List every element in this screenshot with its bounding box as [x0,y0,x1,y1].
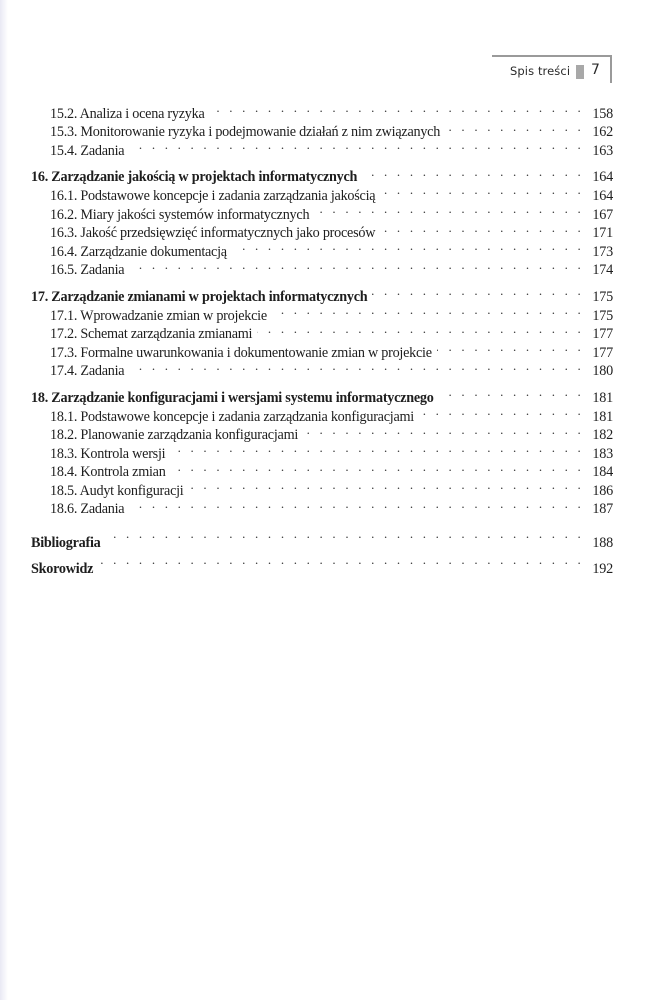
dot-leader [437,338,584,357]
toc-chapter-title: Zarządzanie zmianami w projektach informatycznych [51,288,368,305]
toc-entry-number: 18.6. [50,501,78,518]
toc-chapter-number: 18. [31,389,48,406]
toc-entry-number: 15.2. [50,105,78,122]
toc-chapter-page: 181 [592,389,613,406]
toc-entry-number: 16.5. [50,262,78,279]
toc-entry-page: 182 [592,427,613,444]
dot-leader [303,421,584,440]
toc-entry-number: 17.2. [50,326,78,343]
toc-entry-number: 17.4. [50,363,78,380]
toc-entry-page: 173 [592,243,613,260]
toc-entry-title: Zadania [80,262,125,279]
toc-chapter-title: Zarządzanie konfiguracjami i wersjami systemu informatycznego [51,389,434,406]
toc-chapter-number: 16. [31,169,48,186]
dot-leader [170,439,584,458]
toc-chapter-16 [31,163,613,279]
dot-leader [129,136,584,155]
toc-entry-title: Zadania [80,363,125,380]
toc-entry-number: 16.4. [50,243,78,260]
toc-entry-title: Formalne uwarunkowania i dokumentowanie zmian w projekcie [80,344,432,361]
toc-entry-number: 18.1. [50,408,78,425]
toc-chapter-17 [31,282,613,380]
toc-entry-page: 162 [592,124,613,141]
toc-entry-index[interactable] [31,547,613,578]
toc-backmatter [31,521,613,578]
toc-entry-title: Wprowadzanie zmian w projekcie [80,307,267,324]
dot-leader [439,383,584,402]
header-square-marker-icon [576,65,584,79]
page-number: 7 [591,62,600,78]
toc-entry-bibliography[interactable] [31,521,613,552]
toc-entry-number: 17.3. [50,344,78,361]
toc-entry-number: 16.3. [50,225,78,242]
toc-entry-title: Skorowidz [31,561,94,578]
toc-entry-page: 175 [592,307,613,324]
toc-entry-page: 184 [592,464,613,481]
toc-entry-number: 18.3. [50,445,78,462]
toc-entry-page: 164 [592,187,613,204]
toc-entry-page: 177 [592,326,613,343]
toc-entry-page: 187 [592,501,613,518]
toc-chapter-heading[interactable] [31,383,613,406]
toc-entry-title: Analiza i ocena ryzyka [79,105,205,122]
toc-entry-title: Podstawowe koncepcje i zadania zarządzania jakością [80,187,376,204]
dot-leader [445,118,584,137]
toc-entry-page: 174 [592,262,613,279]
toc-entry-page: 177 [592,344,613,361]
toc-entry-title: Schemat zarządzania zmianami [80,326,253,343]
toc-entry-page: 181 [592,408,613,425]
toc-chapter-15-continued [31,99,613,159]
toc-entry-number: 15.4. [50,142,78,159]
table-of-contents [31,99,613,578]
toc-entry-page: 183 [592,445,613,462]
toc-entry-title: Kontrola wersji [80,445,166,462]
toc-entry-title: Zarządzanie dokumentacją [80,243,227,260]
dot-leader [372,282,584,301]
toc-entry-number: 18.5. [50,482,78,499]
toc-entry-title: Podstawowe koncepcje i zadania zarządzania konfiguracjami [80,408,414,425]
dot-leader [314,200,584,219]
toc-entry-title: Bibliografia [31,535,101,552]
dot-leader [272,301,584,320]
toc-chapter-number: 17. [31,288,48,305]
toc-entry-number: 16.2. [50,206,78,223]
toc-entry-page: 158 [592,105,613,122]
dot-leader [129,357,584,376]
toc-chapter-title: Zarządzanie jakością w projektach informatycznych [51,169,358,186]
dot-leader [171,458,584,477]
toc-entry-title: Miary jakości systemów informatycznych [80,206,310,223]
toc-entry-title: Jakość przedsięwzięć informatycznych jako procesów [80,225,376,242]
toc-entry-number: 16.1. [50,187,78,204]
toc-entry[interactable] [31,99,613,122]
dot-leader [380,181,584,200]
toc-entry-page: 192 [592,561,613,578]
toc-chapter-18 [31,383,613,518]
toc-entry-number: 18.4. [50,464,78,481]
toc-entry-page: 188 [592,535,613,552]
toc-chapter-page: 175 [592,288,613,305]
toc-entry-number: 15.3. [50,124,78,141]
dot-leader [419,402,584,421]
dot-leader [210,99,584,118]
dot-leader [232,237,584,256]
toc-entry-page: 167 [592,206,613,223]
toc-entry-title: Kontrola zmian [80,464,166,481]
dot-leader [98,547,584,573]
dot-leader [106,521,584,547]
dot-leader [380,219,584,238]
running-header [492,55,612,83]
toc-entry-title: Planowanie zarządzania konfiguracjami [80,427,299,444]
toc-entry-title: Zadania [80,142,125,159]
toc-entry-title: Audyt konfiguracji [79,482,184,499]
toc-chapter-heading[interactable] [31,282,613,305]
dot-leader [257,320,584,339]
toc-entry-page: 186 [592,482,613,499]
toc-entry-page: 163 [592,142,613,159]
page-spine-shadow [0,0,8,1000]
toc-entry-page: 180 [592,363,613,380]
toc-entry-title: Monitorowanie ryzyka i podejmowanie działań z nim związanych [80,124,441,141]
toc-chapter-heading[interactable] [31,163,613,186]
toc-entry-number: 18.2. [50,427,78,444]
toc-entry-page: 171 [592,225,613,242]
dot-leader [362,163,584,182]
toc-entry-number: 17.1. [50,307,78,324]
dot-leader [189,476,585,495]
dot-leader [129,495,584,514]
running-header-title: Spis treści [510,64,571,78]
toc-entry-title: Zadania [80,501,125,518]
dot-leader [129,256,584,275]
toc-chapter-page: 164 [592,169,613,186]
